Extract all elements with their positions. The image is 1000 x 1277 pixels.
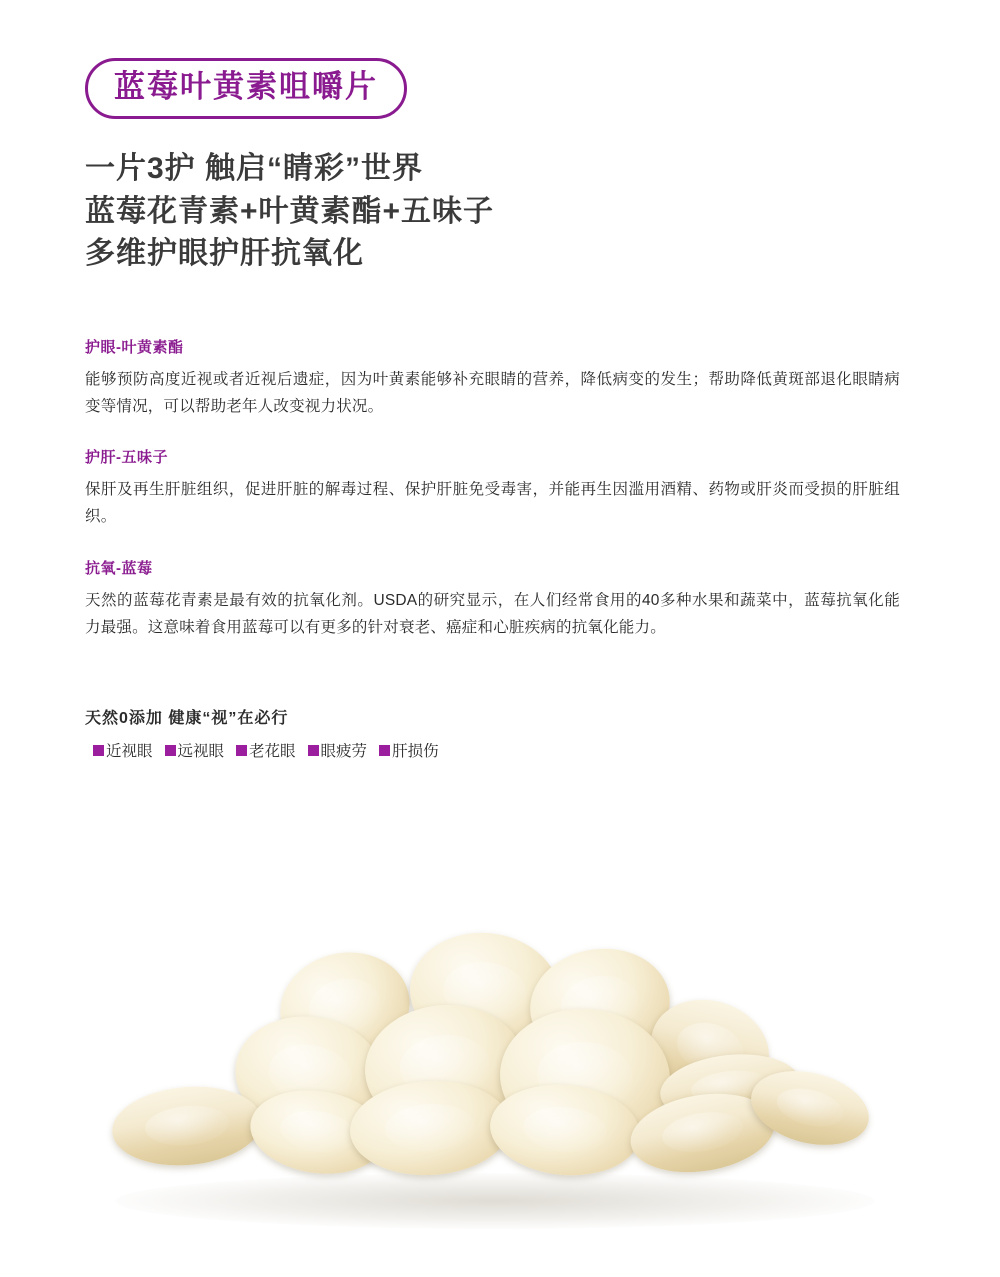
list-item — [236, 739, 296, 761]
section-liver-care — [85, 446, 900, 530]
section-title: 护肝-五味子 — [85, 449, 168, 467]
tagline-text: 天然0添加 健康“视”在必行 — [85, 710, 289, 727]
section-antioxidant — [85, 557, 900, 641]
page-title: 蓝莓叶黄素咀嚼片 — [85, 58, 407, 119]
tag-label: 近视眼 — [106, 743, 153, 760]
list-item — [379, 739, 439, 761]
list-item — [93, 739, 153, 761]
square-bullet-icon — [236, 745, 247, 756]
tag-label: 远视眼 — [177, 743, 225, 760]
section-body: 能够预防高度近视或者近视后遗症，因为叶黄素能够补充眼睛的营养，降低病变的发生；帮助降低黄斑部退化眼睛病变等情况，可以帮助老年人改变视力状况。 — [85, 371, 900, 416]
section-body: 天然的蓝莓花青素是最有效的抗氧化剂。USDA的研究显示，在人们经常食用的40多种水果和蔬菜中，蓝莓抗氧化能力最强。这意味着食用蓝莓可以有更多的针对衰老、癌症和心脏疾病的抗氧化能力。 — [85, 591, 900, 636]
square-bullet-icon — [93, 745, 104, 756]
section-eye-care — [85, 336, 900, 420]
tag-label: 老花眼 — [249, 743, 296, 760]
section-title: 抗氧-蓝莓 — [85, 559, 153, 577]
square-bullet-icon — [308, 745, 319, 756]
tag-label: 眼疲劳 — [320, 743, 368, 760]
tag-label: 肝损伤 — [392, 743, 439, 760]
headline-line-2: 蓝莓花青素+叶黄素酯+五味子 — [85, 194, 495, 228]
square-bullet-icon — [165, 745, 176, 756]
list-item — [165, 739, 225, 761]
section-body: 保肝及再生肝脏组织，促进肝脏的解毒过程、保护肝脏免受毒害，并能再生因滥用酒精、药物或肝炎而受损的肝脏组织。 — [85, 481, 900, 526]
tagline-block — [85, 705, 915, 761]
product-title-container — [85, 58, 407, 119]
tablet-pile — [60, 905, 940, 1245]
headline-block — [85, 148, 915, 276]
symptom-tag-list — [85, 739, 915, 761]
square-bullet-icon — [379, 745, 390, 756]
headline-line-3: 多维护眼护肝抗氧化 — [85, 237, 364, 271]
section-title: 护眼-叶黄素酯 — [85, 339, 184, 356]
list-item — [308, 739, 368, 761]
benefit-sections — [85, 336, 900, 667]
product-photo — [60, 905, 940, 1245]
headline-line-1: 一片3护 触启“睛彩”世界 — [85, 152, 424, 185]
